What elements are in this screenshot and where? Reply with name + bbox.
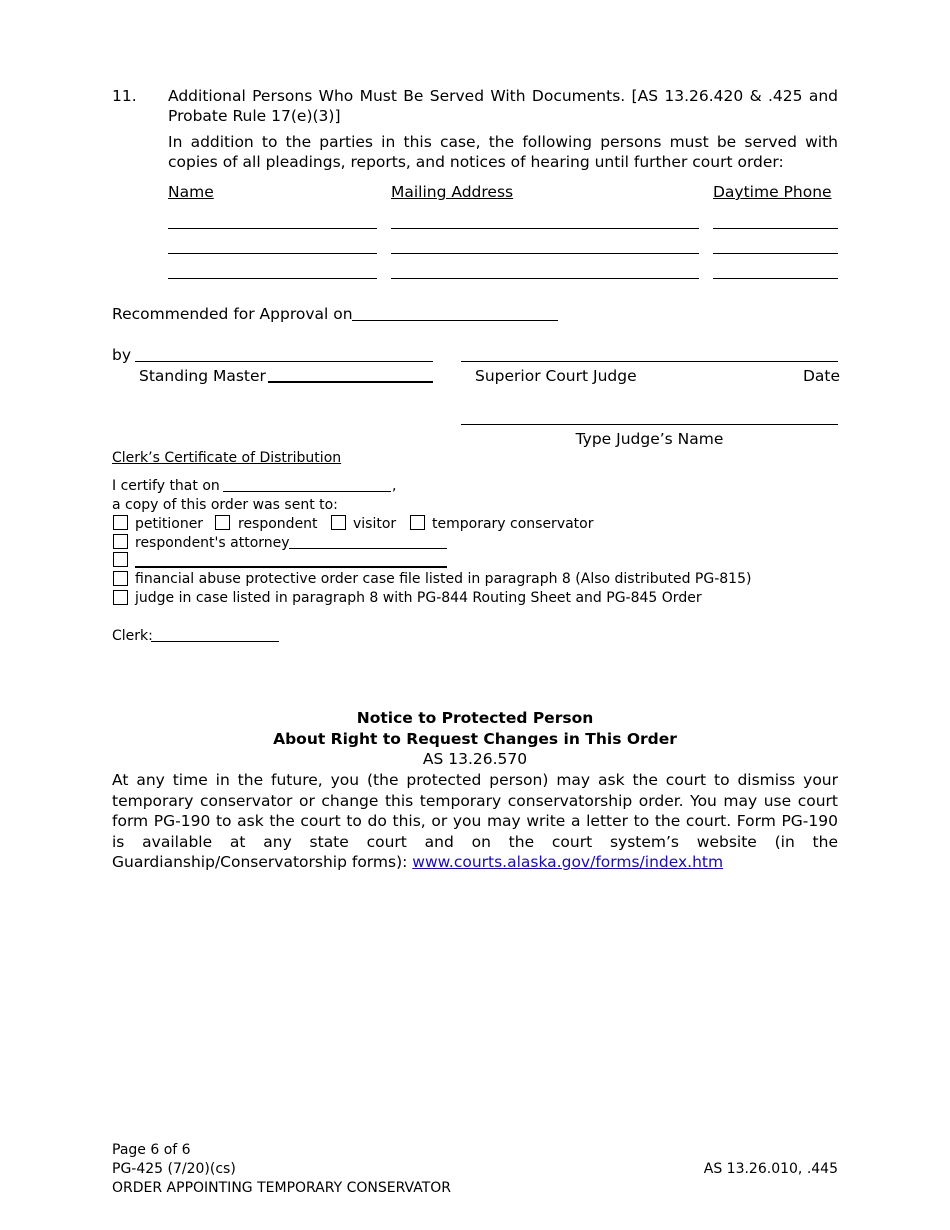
respondent-label: respondent (238, 516, 318, 532)
respondents-attorney-label: respondent's attorney (135, 535, 290, 551)
superior-court-judge-label: Superior Court Judge (475, 367, 637, 385)
address-field-2[interactable] (391, 253, 699, 254)
sent-to-label: a copy of this order was sent to: (112, 497, 338, 513)
visitor-label: visitor (353, 516, 397, 532)
respondent-checkbox[interactable] (215, 515, 230, 530)
recommended-date-field[interactable] (352, 320, 558, 321)
notice-statute: AS 13.26.570 (422, 750, 528, 768)
address-field-3[interactable] (391, 278, 699, 279)
petitioner-checkbox[interactable] (113, 515, 128, 530)
footer-form-id: PG-425 (7/20)(cs) (112, 1161, 236, 1177)
notice-body-text: At any time in the future, you (the protected person) may ask the court to dismiss your temporary conservator or change this temporary conservatorship order. You may use court form PG-190 to ask the court to do this, or you may write a letter to the court. Form PG-190 is available at any state court and on the court system’s website (in the Guardianship/Conservatorship forms): (112, 771, 838, 872)
address-field-1[interactable] (391, 228, 699, 229)
temporary-conservator-checkbox[interactable] (410, 515, 425, 530)
other-recipient-field[interactable] (135, 566, 447, 568)
judge-signature-field[interactable] (461, 361, 838, 362)
judge-case-checkbox[interactable] (113, 590, 128, 605)
notice-body (112, 770, 838, 873)
date-label: Date (803, 367, 841, 385)
column-header-phone: Daytime Phone (713, 183, 832, 201)
section-number: 11. (112, 87, 137, 105)
section-heading: Additional Persons Who Must Be Served With Documents. [AS 13.26.420 & .425 and Probate Rule 17(e)(3)] (168, 87, 838, 125)
section-intro: In addition to the parties in this case, the following persons must be served with copies of all pleadings, reports, and notices of hearing until further court order: (168, 133, 838, 171)
phone-field-3[interactable] (713, 278, 838, 279)
certify-date-field[interactable] (223, 491, 391, 492)
name-field-3[interactable] (168, 278, 377, 279)
temporary-conservator-label: temporary conservator (432, 516, 594, 532)
forms-website-link[interactable]: www.courts.alaska.gov/forms/index.htm (412, 853, 724, 872)
recommended-label: Recommended for Approval on (112, 305, 353, 323)
respondents-attorney-field[interactable] (289, 548, 447, 549)
clerk-certificate-heading: Clerk’s Certificate of Distribution (112, 450, 342, 466)
certify-prefix: I certify that on (112, 478, 220, 494)
judge-case-label: judge in case listed in paragraph 8 with PG-844 Routing Sheet and PG-845 Order (135, 590, 702, 606)
type-judge-name-label: Type Judge’s Name (575, 430, 724, 448)
notice-title-line2: About Right to Request Changes in This Order (273, 730, 677, 748)
phone-field-1[interactable] (713, 228, 838, 229)
clerk-label: Clerk: (112, 628, 153, 644)
by-signature-field[interactable] (135, 361, 433, 362)
name-field-2[interactable] (168, 253, 377, 254)
by-label: by (112, 346, 132, 364)
certify-suffix: , (392, 478, 397, 494)
financial-abuse-label: financial abuse protective order case file listed in paragraph 8 (Also distributed PG-815) (135, 571, 752, 587)
column-header-name: Name (168, 183, 214, 201)
footer-title: ORDER APPOINTING TEMPORARY CONSERVATOR (112, 1180, 452, 1196)
notice-title-line1: Notice to Protected Person (356, 709, 594, 727)
footer-statute: AS 13.26.010, .445 (703, 1161, 838, 1177)
petitioner-label: petitioner (135, 516, 204, 532)
clerk-signature-field[interactable] (151, 641, 279, 642)
standing-master-field[interactable] (268, 381, 433, 383)
other-checkbox[interactable] (113, 552, 128, 567)
respondents-attorney-checkbox[interactable] (113, 534, 128, 549)
financial-abuse-checkbox[interactable] (113, 571, 128, 586)
name-field-1[interactable] (168, 228, 377, 229)
visitor-checkbox[interactable] (331, 515, 346, 530)
standing-master-label: Standing Master (139, 367, 266, 385)
judge-name-field[interactable] (461, 424, 838, 425)
column-header-address: Mailing Address (391, 183, 514, 201)
phone-field-2[interactable] (713, 253, 838, 254)
footer-page: Page 6 of 6 (112, 1142, 191, 1158)
